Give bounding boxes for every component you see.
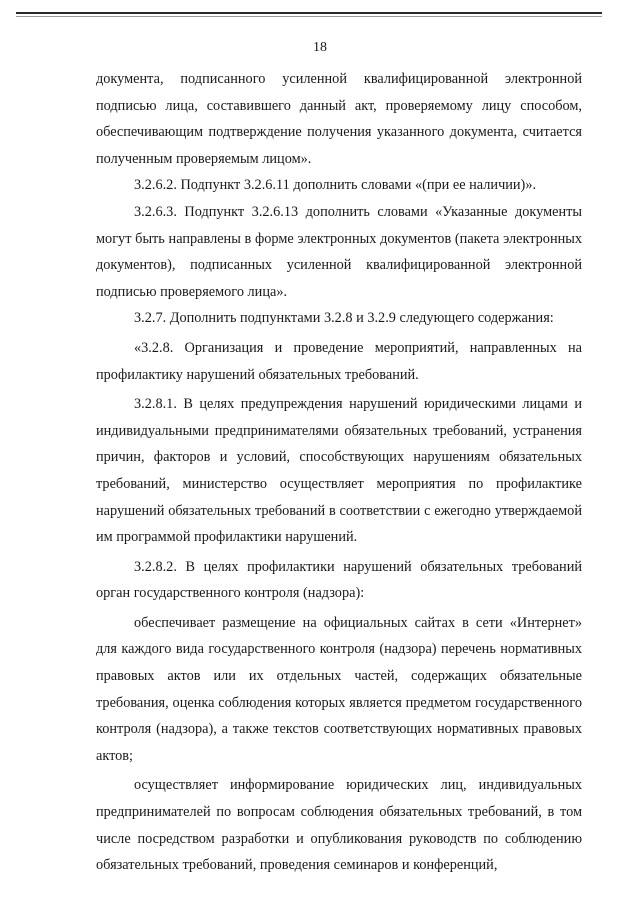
page-number: 18 (313, 40, 327, 55)
document-body (96, 66, 582, 879)
header-rule (16, 12, 602, 14)
paragraph-3-2-8-1: 3.2.8.1. В целях предупреждения нарушений юридическими лицами и индивидуальными предпринимателями обязательных требований, устранения причин, факторов и условий, способствующих нарушениям обязательных требований, министерство осуществляет мероприятия по профилактике нарушений обязательных требований в соответствии с ежегодно утверждаемой им программой профилактики нарушений. (96, 396, 582, 546)
paragraph-3-2-8-2: 3.2.8.2. В целях профилактики нарушений обязательных требований орган государственного контроля (надзора): (96, 558, 582, 602)
paragraph-3-2-8: «3.2.8. Организация и проведение мероприятий, направленных на профилактику нарушений обязательных требований. (96, 339, 582, 383)
paragraph-3-2-6-3: 3.2.6.3. Подпункт 3.2.6.13 дополнить словами «Указанные документы могут быть направлены в форме электронных документов (пакета электронных документов), подписанных усиленной квалифицированной электронной подписью проверяемого лица». (96, 203, 582, 300)
paragraph-3-2-7: 3.2.7. Дополнить подпунктами 3.2.8 и 3.2.9 следующего содержания: (134, 310, 554, 327)
paragraph-informing: осуществляет информирование юридических лиц, индивидуальных предпринимателей по вопросам соблюдения обязательных требований, в том числе посредством разработки и опубликования руководств по соблюдению обязательных требований, проведения семинаров и конференций, (96, 777, 582, 874)
header-rule-thin (16, 16, 602, 17)
paragraph-continuation: документа, подписанного усиленной квалифицированной электронной подписью лица, составившего данный акт, проверяемому лицу способом, обеспечивающим подтверждение получения указанного документа, считается полученным проверяемым лицом». (96, 71, 582, 167)
paragraph-3-2-6-2: 3.2.6.2. Подпункт 3.2.6.11 дополнить словами «(при ее наличии)». (134, 177, 537, 194)
paragraph-placement: обеспечивает размещение на официальных сайтах в сети «Интернет» для каждого вида государственного контроля (надзора) перечень нормативных правовых актов или их отдельных частей, содержащих обязательные требования, оценка соблюдения которых является предметом государственного контроля (надзора), а также текстов соответствующих нормативных правовых актов; (96, 614, 582, 764)
